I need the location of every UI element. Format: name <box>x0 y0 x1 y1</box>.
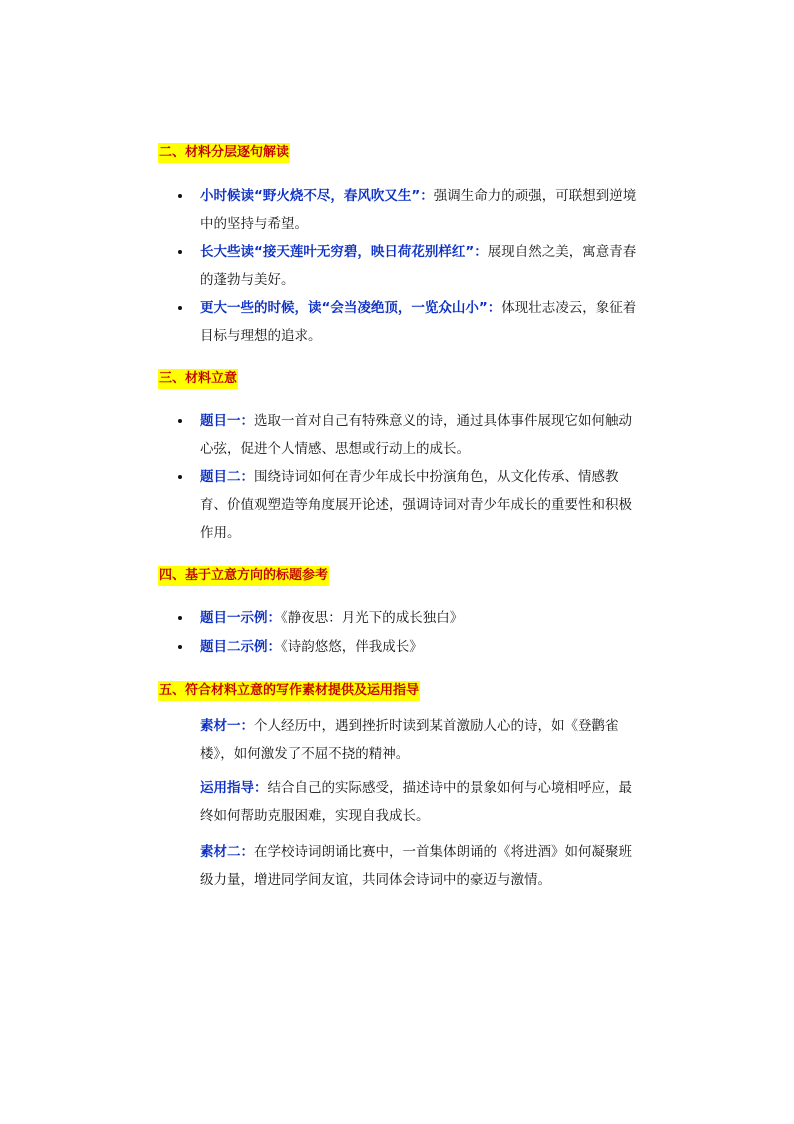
item-text: 展现自然之美，寓意青春的蓬勃与美好。 <box>200 244 637 288</box>
item-lead: 题目一： <box>200 413 254 429</box>
list-item <box>200 604 642 632</box>
bullet-icon <box>178 475 182 479</box>
item-text: 围绕诗词如何在青少年成长中扮演角色，从文化传承、情感教育、价值观塑造等角度展开论述，强调诗词对青少年成长的重要性和积极作用。 <box>200 469 632 541</box>
list-item <box>200 633 642 661</box>
item-text: 体现壮志凌云，象征着目标与理想的追求。 <box>200 300 637 344</box>
section-title-intent: 三、材料立意 <box>158 369 238 389</box>
item-text: 《静夜思：月光下的成长独白》 <box>281 610 464 626</box>
item-text: 选取一首对自己有特殊意义的诗，通过具体事件展现它如何触动心弦，促进个人情感、思想或行动上的成长。 <box>200 413 632 457</box>
item-lead: 长大些读“接天莲叶无穷碧，映日荷花别样红”： <box>200 244 488 260</box>
material-lead: 素材二： <box>200 844 254 860</box>
bullet-icon <box>178 616 182 620</box>
bullet-icon <box>178 194 182 198</box>
material-text: 个人经历中，遇到挫折时读到某首激励人心的诗，如《登鹳雀楼》，如何激发了不屈不挠的精神。 <box>200 718 619 762</box>
item-lead: 题目一示例： <box>200 610 281 626</box>
item-lead: 题目二示例： <box>200 639 281 655</box>
item-text: 强调生命力的顽强，可联想到逆境中的坚持与希望。 <box>200 188 637 232</box>
section-title-writing-materials: 五、符合材料立意的写作素材提供及运用指导 <box>158 681 420 701</box>
bullet-icon <box>178 250 182 254</box>
bullet-icon <box>178 419 182 423</box>
bullet-icon <box>178 306 182 310</box>
item-lead: 更大一些的时候，读“会当凌绝顶，一览众山小”： <box>200 300 502 316</box>
item-text: 《诗韵悠悠，伴我成长》 <box>281 639 423 655</box>
material-paragraph <box>200 838 642 894</box>
material-lead: 素材一： <box>200 718 254 734</box>
item-lead: 题目二： <box>200 469 254 485</box>
section-title-headline-reference: 四、基于立意方向的标题参考 <box>158 566 329 586</box>
material-paragraph <box>200 774 642 830</box>
list-item <box>200 294 642 350</box>
list-item <box>200 463 642 547</box>
list-item <box>200 182 642 238</box>
bullet-icon <box>178 645 182 649</box>
material-paragraph <box>200 712 642 768</box>
item-lead: 小时候读“野火烧不尽，春风吹又生”： <box>200 188 434 204</box>
list-item <box>200 407 642 463</box>
material-text: 结合自己的实际感受，描述诗中的景象如何与心境相呼应，最终如何帮助克服困难，实现自我成长。 <box>200 780 632 824</box>
material-lead: 运用指导： <box>200 780 268 796</box>
material-text: 在学校诗词朗诵比赛中，一首集体朗诵的《将进酒》如何凝聚班级力量，增进同学间友谊，共同体会诗词中的豪迈与激情。 <box>200 844 632 888</box>
section-title-interpretation: 二、材料分层逐句解读 <box>158 143 290 163</box>
list-item <box>200 238 642 294</box>
